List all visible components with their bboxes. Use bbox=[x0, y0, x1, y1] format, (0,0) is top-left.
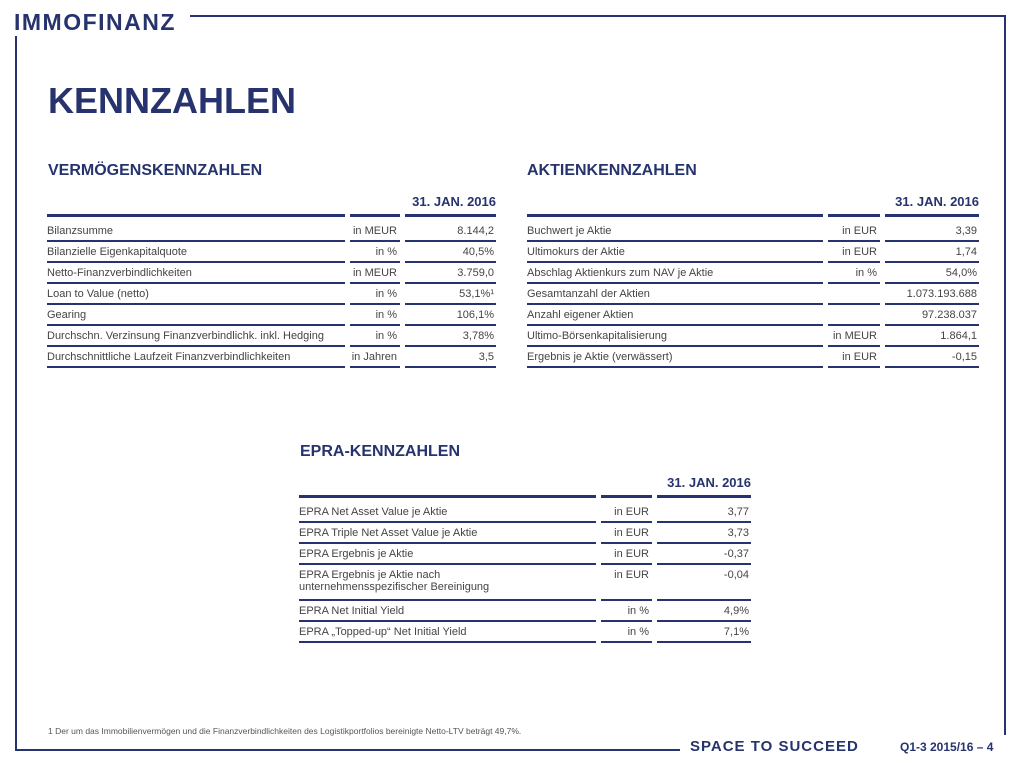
date-header: 31. JAN. 2016 bbox=[667, 475, 751, 490]
row-value: 8.144,2 bbox=[457, 225, 494, 237]
row-label bbox=[527, 351, 823, 363]
row-label-line: Ergebnis je Aktie (verwässert) bbox=[527, 351, 673, 363]
row-label bbox=[47, 351, 345, 363]
row-label-line: Ultimokurs der Aktie bbox=[527, 246, 625, 258]
table-row bbox=[527, 221, 979, 242]
row-label bbox=[47, 225, 345, 237]
row-unit: in MEUR bbox=[352, 225, 397, 237]
row-label bbox=[299, 569, 596, 593]
frame-right bbox=[1004, 15, 1006, 735]
row-unit: in % bbox=[627, 605, 649, 617]
date-header: 31. JAN. 2016 bbox=[895, 194, 979, 209]
row-value: 3,5 bbox=[478, 351, 494, 363]
row-label bbox=[299, 605, 596, 617]
row-label bbox=[527, 288, 823, 300]
row-unit: in % bbox=[627, 626, 649, 638]
row-label bbox=[299, 626, 596, 638]
table-row bbox=[299, 622, 751, 643]
row-label-line: Abschlag Aktienkurs zum NAV je Aktie bbox=[527, 267, 714, 279]
row-label-line: Netto-Finanzverbindlichkeiten bbox=[47, 267, 192, 279]
slogan: SPACE TO SUCCEED bbox=[690, 738, 859, 755]
row-label bbox=[527, 330, 823, 342]
row-value: -0,04 bbox=[723, 569, 749, 581]
row-unit: in EUR bbox=[842, 246, 877, 258]
header-rule bbox=[299, 495, 751, 499]
header-rule bbox=[47, 214, 496, 218]
footnote: 1 Der um das Immobilienvermögen und die Finanzverbindlichkeiten des Logistikportfolios bereinigte Netto-LTV beträgt 49,7%. bbox=[48, 726, 522, 736]
row-label bbox=[47, 267, 345, 279]
table-row bbox=[299, 502, 751, 523]
row-label bbox=[527, 309, 823, 321]
table-header bbox=[527, 192, 979, 214]
header-rule bbox=[527, 214, 979, 218]
row-label bbox=[299, 548, 596, 560]
row-value: -0,15 bbox=[951, 351, 977, 363]
frame-left bbox=[15, 36, 17, 751]
row-label-line: Loan to Value (netto) bbox=[47, 288, 149, 300]
row-value: 3,77 bbox=[727, 506, 749, 518]
table-row bbox=[47, 305, 496, 326]
table-header bbox=[47, 192, 496, 214]
row-label-line: Bilanzielle Eigenkapitalquote bbox=[47, 246, 188, 258]
row-unit: in EUR bbox=[614, 569, 649, 581]
row-label-line: Durchschnittliche Laufzeit Finanzverbindlichkeiten bbox=[47, 351, 291, 363]
table-row bbox=[527, 305, 979, 326]
section-title-vermoegen: VERMÖGENSKENNZAHLEN bbox=[48, 162, 263, 179]
row-unit: in Jahren bbox=[351, 351, 397, 363]
table-row bbox=[299, 565, 751, 601]
table-row bbox=[527, 347, 979, 368]
table-row bbox=[299, 601, 751, 622]
row-value: 97.238.037 bbox=[921, 309, 977, 321]
row-label-line: Ultimo-Börsenkapitalisierung bbox=[527, 330, 668, 342]
row-label bbox=[47, 288, 345, 300]
table-row bbox=[47, 326, 496, 347]
row-unit: in % bbox=[375, 309, 397, 321]
company-logo: IMMOFINANZ bbox=[14, 9, 176, 35]
row-value: -0,37 bbox=[723, 548, 749, 560]
table-row bbox=[47, 242, 496, 263]
row-label-line: Buchwert je Aktie bbox=[527, 225, 612, 237]
table-row bbox=[47, 347, 496, 368]
row-value: 40,5% bbox=[462, 246, 494, 258]
row-unit: in MEUR bbox=[352, 267, 397, 279]
row-label-line: EPRA Triple Net Asset Value je Aktie bbox=[299, 527, 478, 539]
table-row bbox=[527, 326, 979, 347]
row-label bbox=[47, 330, 345, 342]
section-title-epra: EPRA-KENNZAHLEN bbox=[300, 443, 460, 460]
row-unit: in % bbox=[375, 288, 397, 300]
row-unit: in EUR bbox=[614, 548, 649, 560]
row-label-line: unternehmensspezifischer Bereinigung bbox=[299, 581, 490, 593]
row-value: 7,1% bbox=[723, 626, 749, 638]
row-label bbox=[299, 527, 596, 539]
row-label-line: Anzahl eigener Aktien bbox=[527, 309, 634, 321]
row-unit: in MEUR bbox=[832, 330, 877, 342]
row-value: 3,73 bbox=[727, 527, 749, 539]
row-value: 3,39 bbox=[955, 225, 977, 237]
row-value: 3,78% bbox=[462, 330, 494, 342]
table-row bbox=[299, 523, 751, 544]
date-header: 31. JAN. 2016 bbox=[412, 194, 496, 209]
row-label-line: Gearing bbox=[47, 309, 87, 321]
row-unit: in % bbox=[375, 246, 397, 258]
table-row bbox=[527, 263, 979, 284]
row-unit: in EUR bbox=[842, 225, 877, 237]
table-row bbox=[299, 544, 751, 565]
row-label-line: EPRA Net Asset Value je Aktie bbox=[299, 506, 448, 518]
row-value: 53,1%¹ bbox=[459, 288, 494, 300]
frame-bottom bbox=[15, 749, 680, 751]
row-label-line: EPRA Ergebnis je Aktie bbox=[299, 548, 414, 560]
row-unit: in % bbox=[375, 330, 397, 342]
row-label-line: EPRA Ergebnis je Aktie nach bbox=[299, 569, 441, 581]
aktien-table bbox=[527, 192, 979, 368]
row-label-line: Durchschn. Verzinsung Finanzverbindlichk. inkl. Hedging bbox=[47, 330, 324, 342]
row-value: 4,9% bbox=[723, 605, 749, 617]
table-row bbox=[47, 284, 496, 305]
row-value: 1.864,1 bbox=[940, 330, 977, 342]
row-unit: in EUR bbox=[614, 527, 649, 539]
epra-table bbox=[299, 473, 751, 643]
row-label-line: Bilanzsumme bbox=[47, 225, 114, 237]
row-label bbox=[527, 267, 823, 279]
row-value: 54,0% bbox=[945, 267, 977, 279]
vermoegen-table bbox=[47, 192, 496, 368]
frame-top bbox=[190, 15, 1006, 17]
table-row bbox=[527, 242, 979, 263]
row-label bbox=[47, 309, 345, 321]
row-label-line: EPRA „Topped-up“ Net Initial Yield bbox=[299, 626, 467, 638]
section-title-aktien: AKTIENKENNZAHLEN bbox=[527, 162, 697, 179]
row-label bbox=[299, 506, 596, 518]
row-value: 1.073.193.688 bbox=[906, 288, 977, 300]
table-row bbox=[527, 284, 979, 305]
row-label bbox=[527, 246, 823, 258]
table-row bbox=[47, 221, 496, 242]
table-header bbox=[299, 473, 751, 495]
page-number: Q1-3 2015/16 – 4 bbox=[900, 740, 994, 754]
row-unit: in EUR bbox=[614, 506, 649, 518]
row-unit: in % bbox=[855, 267, 877, 279]
row-value: 1,74 bbox=[955, 246, 977, 258]
row-label-line: Gesamtanzahl der Aktien bbox=[527, 288, 650, 300]
table-row bbox=[47, 263, 496, 284]
row-label bbox=[47, 246, 345, 258]
row-unit: in EUR bbox=[842, 351, 877, 363]
row-value: 106,1% bbox=[456, 309, 494, 321]
row-value: 3.759,0 bbox=[457, 267, 494, 279]
page-title: KENNZAHLEN bbox=[48, 80, 296, 121]
row-label bbox=[527, 225, 823, 237]
row-label-line: EPRA Net Initial Yield bbox=[299, 605, 405, 617]
